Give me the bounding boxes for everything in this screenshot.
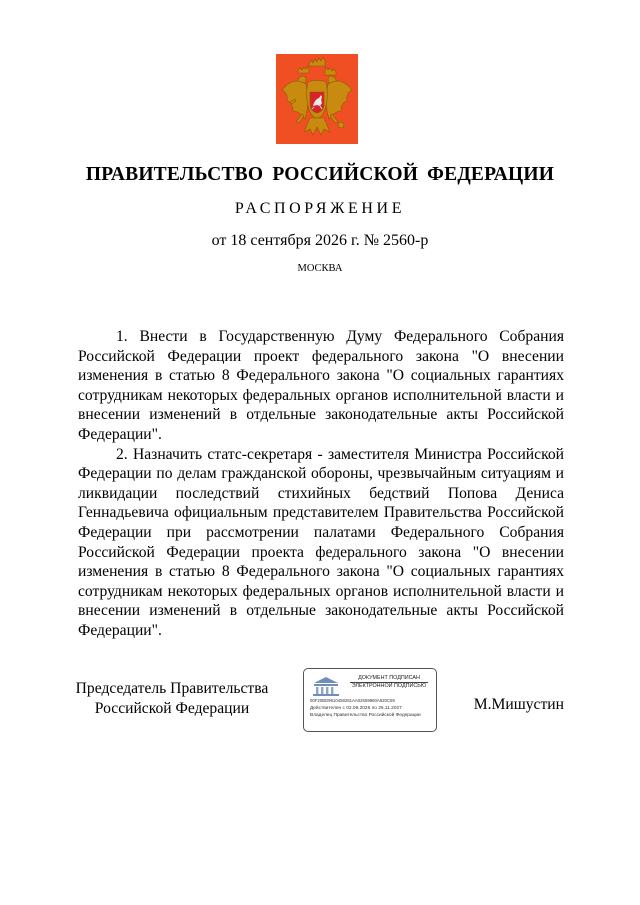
- document-body: [78, 327, 564, 641]
- stamp-validity: Действителен с 02.09.2026 по 26.11.2027: [310, 706, 402, 711]
- stamp-owner: Владелец Правительство Российской Федерации: [310, 713, 421, 718]
- government-title: ПРАВИТЕЛЬСТВО РОССИЙСКОЙ ФЕДЕРАЦИИ: [85, 164, 555, 185]
- document-type: РАСПОРЯЖЕНИЕ: [234, 200, 406, 217]
- signatory-position: [60, 679, 284, 718]
- document-date-number: от 18 сентября 2026 г. № 2560-р: [211, 232, 429, 249]
- signatory-position-line-1: Председатель Правительства: [75, 680, 269, 697]
- document-city: МОСКВА: [297, 263, 343, 274]
- stamp-heading: [344, 675, 434, 690]
- signatory-name: М.Мишустин: [473, 696, 564, 713]
- government-building-icon: [310, 675, 342, 697]
- stamp-heading-line-1: ДОКУМЕНТ ПОДПИСАН: [358, 675, 420, 681]
- electronic-signature-stamp: [303, 668, 437, 732]
- paragraph-1: 1. Внести в Государственную Думу Федерального Собрания Российской Федерации проект федерального закона "О внесении изменения в статью 8 Федерального закона "О социальных гарантиях сотрудникам некоторых федеральных органов исполнительной власти и внесении изменений в отдельные законодательные акты Российской Федерации".: [78, 328, 564, 443]
- stamp-heading-line-2: ЭЛЕКТРОННОЙ ПОДПИСЬЮ: [351, 683, 427, 689]
- paragraph-2: 2. Назначить статс-секретаря - заместителя Министра Российской Федерации по делам гражданской обороны, чрезвычайным ситуациям и ликвидации последствий стихийных бедствий Попова Дениса Геннадьевича официальным представителем Правительства Российской Федерации при рассмотрении палатами Федерального Собрания Российской Федерации проекта федерального закона "О внесении изменения в статью 8 Федерального закона "О социальных гарантиях сотрудникам некоторых федеральных органов исполнительной власти и внесении изменений в отдельные законодательные акты Российской Федерации".: [78, 445, 564, 639]
- stamp-certificate: 00F20BD9910458281AA02659960A620C59: [310, 698, 395, 703]
- signatory-position-line-2: Российской Федерации: [94, 699, 250, 717]
- double-headed-eagle-coat-of-arms-icon: [276, 54, 358, 144]
